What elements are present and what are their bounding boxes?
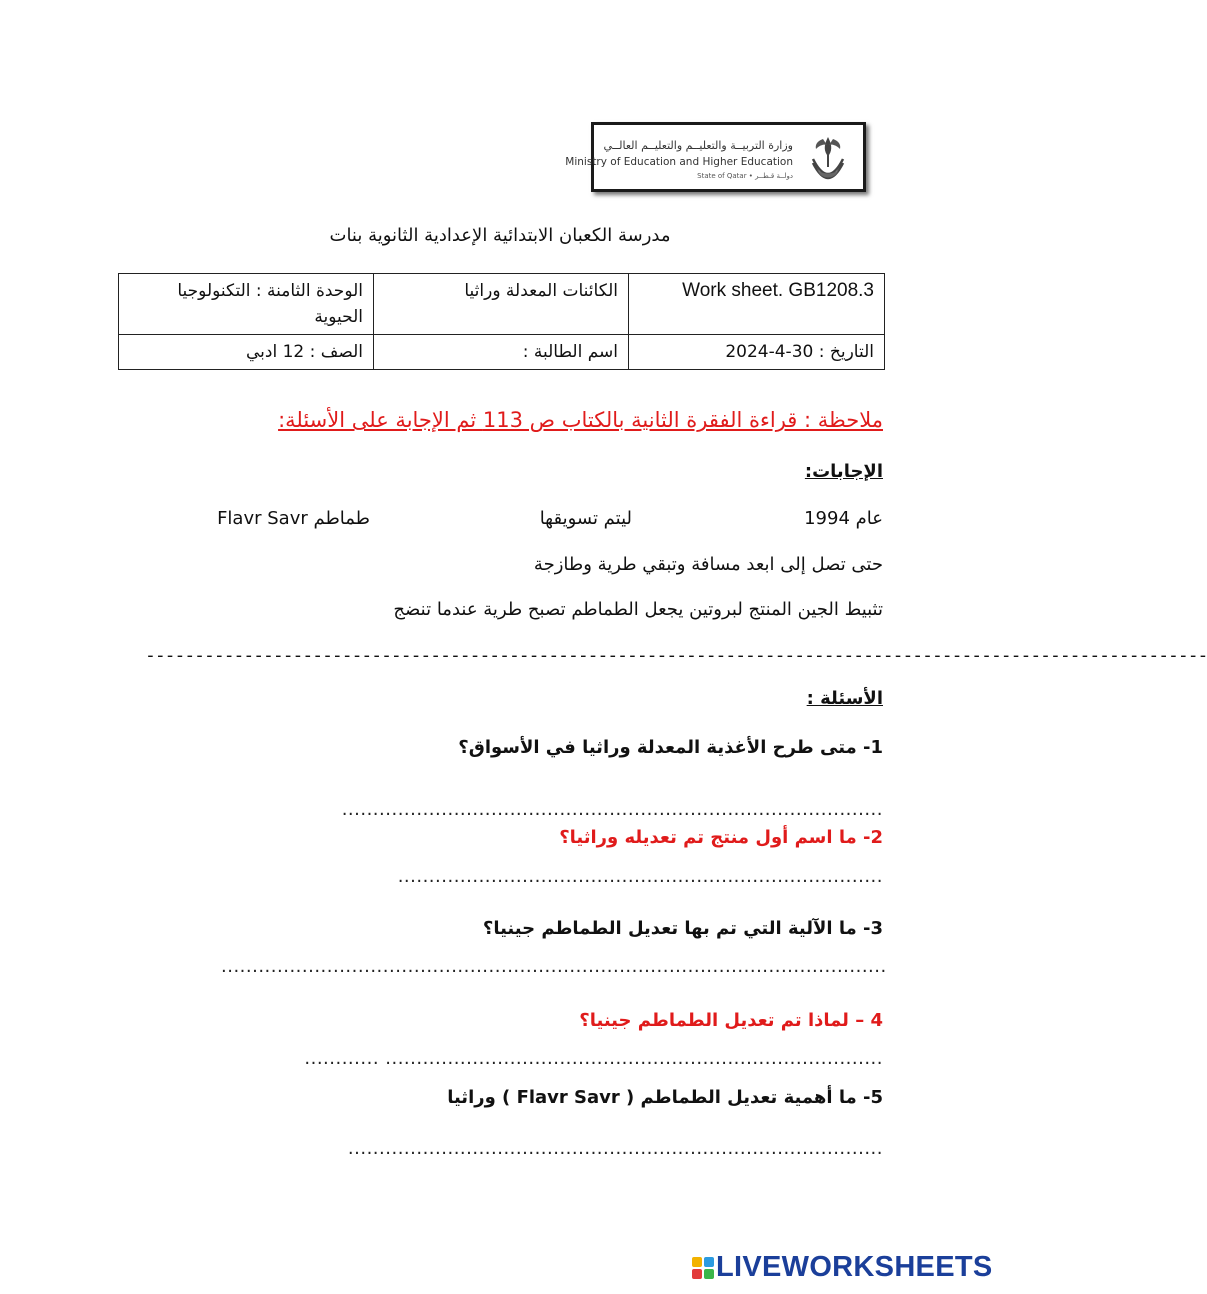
date-text: التاريخ : 30-4-2024 [725,342,874,362]
answer-distance[interactable]: حتى تصل إلى ابعد مسافة وتبقي طرية وطازجة [533,554,883,575]
answer-line-4[interactable]: ............ ................................................................................ [304,1048,883,1069]
worksheet-cell [629,274,885,335]
answer-line-1[interactable]: ....................................................................................... [341,799,883,820]
grade-cell [119,335,374,370]
qatar-emblem-icon [803,129,853,189]
worksheet-info-table [118,273,885,370]
answer-line-5[interactable]: ...................................................................................... [347,1138,883,1159]
date-cell [629,335,885,370]
unit-text: الوحدة الثامنة : التكنولوجيا الحيوية [177,281,363,327]
logo-arabic-text: وزارة التربيــة والتعليــم والتعليــم العالــي [603,139,793,152]
answer-tomato[interactable]: طماطم Flavr Savr [217,508,370,529]
student-name-label: اسم الطالبة : [522,342,618,362]
answers-heading: الإجابات: [804,461,883,482]
student-name-cell[interactable] [374,335,629,370]
question-1: 1- متى طرح الأغذية المعدلة وراثيا في الأسواق؟ [458,737,883,758]
question-2: 2- ما اسم أول منتج تم تعديله وراثيا؟ [559,827,883,848]
ministry-logo [565,122,866,192]
questions-heading: الأسئلة : [806,688,883,709]
topic-text: الكائنات المعدلة وراثيا [464,281,618,301]
worksheet-code: Work sheet. GB1208.3 [682,280,874,301]
answer-line-2[interactable]: .............................................................................. [397,866,883,887]
liveworksheets-wordmark: LIVEWORKSHEETS [716,1251,993,1283]
topic-cell [374,274,629,335]
dashed-separator: ------------------------------------------------------------------------------------------------------------ [145,645,1207,666]
question-5: 5- ما أهمية تعديل الطماطم ( Flavr Savr ) وراثيا [447,1087,883,1108]
answer-line-3[interactable]: ........................................................................................................... [221,956,887,977]
instruction-note: ملاحظة : قراءة الفقرة الثانية بالكتاب ص 113 ثم الإجابة على الأسئلة: [278,408,883,432]
school-name: مدرسة الكعبان الابتدائية الإعدادية الثانوية بنات [329,225,671,246]
grade-text: الصف : 12 ادبي [245,342,363,362]
unit-cell [119,274,374,335]
answer-market[interactable]: ليتم تسويقها [539,508,632,529]
question-3: 3- ما الآلية التي تم بها تعديل الطماطم جينيا؟ [482,918,883,939]
logo-state-text: State of Qatar • دولــة قـطــر [697,172,793,180]
answer-gene[interactable]: تثبيط الجين المنتج لبروتين يجعل الطماطم تصبح طرية عندما تنضج [393,599,883,620]
answer-year[interactable]: عام 1994 [804,508,883,529]
question-4: 4 – لماذا تم تعديل الطماطم جينيا؟ [579,1010,883,1031]
logo-english-text: Ministry of Education and Higher Education [565,156,793,168]
liveworksheets-logo-icon [692,1257,714,1279]
